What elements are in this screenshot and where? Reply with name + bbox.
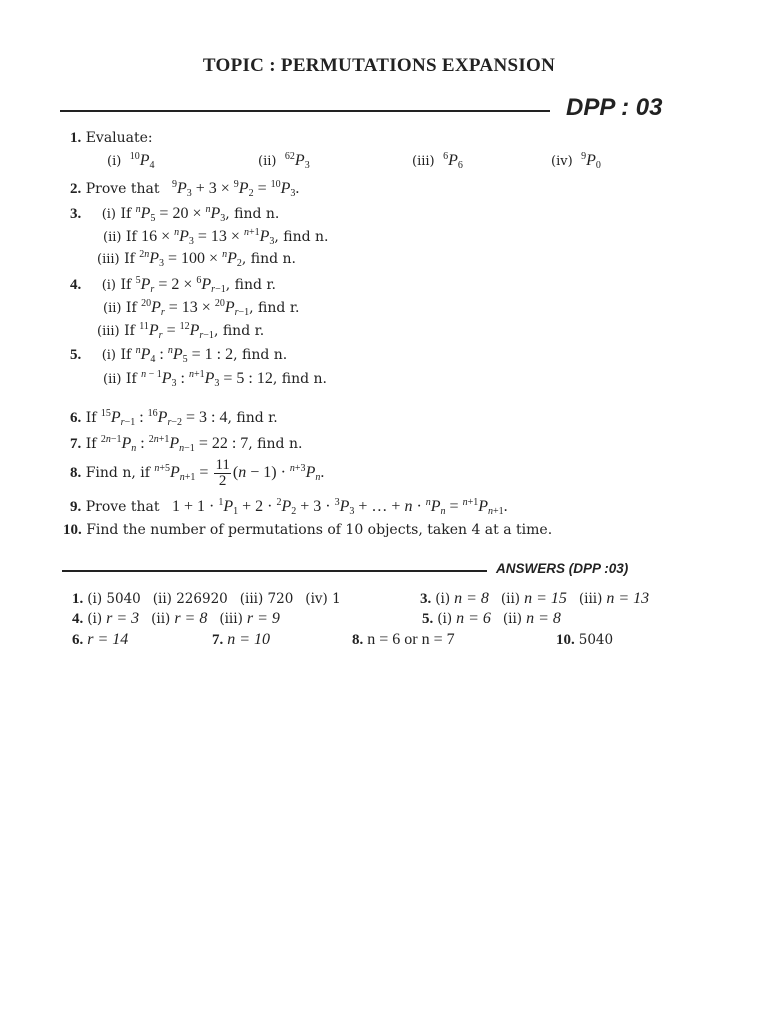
answer-value: 5040 xyxy=(578,632,614,648)
answer-number: 10. xyxy=(556,632,575,648)
find-text: , find n. xyxy=(274,229,329,245)
part-label: (iv) xyxy=(551,154,573,169)
part-label: (i) xyxy=(435,591,451,607)
question-3-iii xyxy=(97,250,296,268)
if-word: If xyxy=(124,323,135,339)
math-expression: $^{62}P_3$ xyxy=(284,151,310,171)
answer-number: 6. xyxy=(72,632,84,648)
answer-8 xyxy=(352,631,455,649)
math-expression: $^{11}P_r = ^{12}P_{r-1}$ xyxy=(139,321,214,341)
answer-part: (ii) 226920 xyxy=(152,591,228,607)
part-label: (i) xyxy=(101,278,117,293)
part-label: (ii) xyxy=(151,611,171,627)
q1-part-iii xyxy=(412,152,463,170)
math-expression: $16 \times ^nP_3 = 13 \times ^{n+1}P_3$ xyxy=(141,227,275,247)
part-label: (i) xyxy=(87,611,103,627)
answer-value: n = 8 xyxy=(526,610,561,627)
part-label: (ii) xyxy=(103,301,122,316)
q1-part-iv xyxy=(551,152,601,170)
answer-part: (iii) 720 xyxy=(239,591,294,607)
if-word: If xyxy=(120,347,132,363)
part-label: (i) xyxy=(437,611,453,627)
question-3-ii xyxy=(103,228,329,246)
question-7 xyxy=(70,435,302,453)
if-word: If xyxy=(125,229,137,245)
answer-number: 7. xyxy=(212,632,224,648)
question-number: 1. xyxy=(70,130,82,146)
answer-value: r = 14 xyxy=(87,631,129,648)
find-text: , find r. xyxy=(249,300,300,316)
answer-value: r = 3 xyxy=(106,610,140,627)
question-text: Find n, if xyxy=(85,465,150,482)
math-expression: $^{20}P_r = 13 \times ^{20}P_{r-1}$ xyxy=(141,298,250,318)
math-expression: $^9P_0$ xyxy=(581,151,601,171)
if-word: If xyxy=(125,300,137,316)
part-label: (iii) xyxy=(97,252,120,267)
answer-part: (iv) 1 xyxy=(305,591,341,607)
find-text: , find n. xyxy=(272,371,327,387)
answers-rule xyxy=(62,570,487,572)
question-3-i xyxy=(70,205,279,223)
find-text: , find n. xyxy=(241,251,296,267)
part-label: (ii) xyxy=(103,230,122,245)
question-number: 4. xyxy=(70,277,82,293)
question-text: Evaluate: xyxy=(85,130,153,146)
question-number: 5. xyxy=(70,347,82,363)
find-text: , find r. xyxy=(225,277,276,293)
math-expression: $^{2n-1}P_n$ : $^{2n+1}P_{n-1} = 22$ : 7 xyxy=(100,434,249,454)
math-expression: $^{2n}P_3 = 100 \times ^nP_2$ xyxy=(139,249,242,269)
question-10 xyxy=(63,522,552,539)
question-4-ii xyxy=(103,299,299,317)
math-expression: $^{n - 1}P_3$ : $^{n+1}P_3 = 5$ : 12 xyxy=(141,369,273,389)
answer-value: n = 13 xyxy=(606,590,650,607)
answer-number: 1. xyxy=(72,591,84,607)
answer-value: n = 8 xyxy=(454,590,489,607)
question-6 xyxy=(70,409,278,427)
question-number: 3. xyxy=(70,206,82,222)
question-1 xyxy=(70,130,153,147)
question-text: Prove that xyxy=(85,181,160,197)
if-word: If xyxy=(85,436,97,452)
math-expression: $^5P_r = 2 \times ^6P_{r-1}$ xyxy=(135,275,226,295)
math-expression: $^{15}P_{r-1}$ : $^{16}P_{r-2} = 3$ : 4 xyxy=(100,408,228,428)
answer-number: 5. xyxy=(422,611,434,627)
if-word: If xyxy=(125,371,137,387)
answer-number: 3. xyxy=(420,591,432,607)
if-word: If xyxy=(120,206,132,222)
part-label: (ii) xyxy=(500,591,521,607)
part-label: (ii) xyxy=(258,154,277,169)
question-number: 6. xyxy=(70,410,82,426)
question-5-ii xyxy=(103,370,327,388)
part-label: (i) xyxy=(107,154,122,169)
dpp-label: DPP : 03 xyxy=(566,94,663,121)
question-4-iii xyxy=(97,322,264,340)
if-word: If xyxy=(85,410,97,426)
math-expression: $^{n+5}P_{n+1}$ = $\frac{11}{2}$ $(n - 1) \cdot ^{n+3}P_n$. xyxy=(154,457,325,489)
part-label: (iii) xyxy=(219,611,243,627)
answer-5 xyxy=(422,610,561,628)
question-text: Find the number of permutations of 10 objects, taken 4 at a time. xyxy=(86,522,553,538)
math-expression: $1 + 1 \cdot ^1P_1 + 2 \cdot ^2P_2 + 3 \cdot ^3P_3$ + … + $n \cdot ^nP_n = ^{n+1}P_{n+1}$. xyxy=(163,497,508,517)
part-label: (iii) xyxy=(412,154,435,169)
question-4-i xyxy=(70,276,276,294)
question-number: 2. xyxy=(70,181,82,197)
page-title: TOPIC : PERMUTATIONS EXPANSION xyxy=(202,55,556,76)
math-expression: $^nP_4$ : $^nP_5 = 1$ : 2 xyxy=(135,345,234,365)
question-9 xyxy=(70,498,508,516)
answer-value: r = 8 xyxy=(174,610,208,627)
part-label: (ii) xyxy=(103,372,122,387)
math-expression: $^{10}P_4$ xyxy=(129,151,155,171)
part-label: (i) xyxy=(101,348,117,363)
question-2 xyxy=(70,180,299,198)
q1-part-i xyxy=(107,152,155,170)
answer-value: n = 10 xyxy=(227,631,271,648)
question-8 xyxy=(70,458,324,489)
answer-10 xyxy=(556,631,613,649)
math-expression: $^nP_5 = 20 \times ^nP_3$ xyxy=(135,204,226,224)
answer-number: 4. xyxy=(72,611,84,627)
answer-7 xyxy=(212,631,270,649)
part-label: (iii) xyxy=(97,324,120,339)
answer-number: 8. xyxy=(352,632,364,648)
answer-3 xyxy=(420,590,649,608)
answer-value: n = 6 xyxy=(456,610,491,627)
question-number: 7. xyxy=(70,436,82,452)
question-text: Prove that xyxy=(85,499,160,515)
q1-part-ii xyxy=(258,152,310,170)
answer-4 xyxy=(72,610,280,628)
math-expression: $^9P_3 + 3 \times ^9P_2 = ^{10}P_3$. xyxy=(171,179,300,199)
find-text: , find n. xyxy=(233,347,288,363)
part-label: (ii) xyxy=(502,611,523,627)
answer-6 xyxy=(72,631,128,649)
if-word: If xyxy=(124,251,135,267)
header-rule xyxy=(60,110,550,112)
find-text: , find n. xyxy=(225,206,280,222)
if-word: If xyxy=(120,277,132,293)
answers-heading: ANSWERS (DPP :03) xyxy=(496,561,629,576)
find-text: , find r. xyxy=(227,410,278,426)
question-number: 10. xyxy=(63,522,82,538)
question-number: 9. xyxy=(70,499,82,515)
math-expression: $^6P_6$ xyxy=(443,151,463,171)
answer-1 xyxy=(72,590,341,608)
answer-value: n = 15 xyxy=(524,590,567,607)
answer-value: r = 9 xyxy=(246,610,280,627)
part-label: (i) xyxy=(101,207,117,222)
question-number: 8. xyxy=(70,465,82,482)
part-label: (iii) xyxy=(578,591,603,607)
answer-part: (i) 5040 xyxy=(87,591,141,607)
find-text: , find r. xyxy=(213,323,265,339)
question-5-i xyxy=(70,346,287,364)
find-text: , find n. xyxy=(248,436,303,452)
answer-value: n = 6 or n = 7 xyxy=(367,631,455,648)
